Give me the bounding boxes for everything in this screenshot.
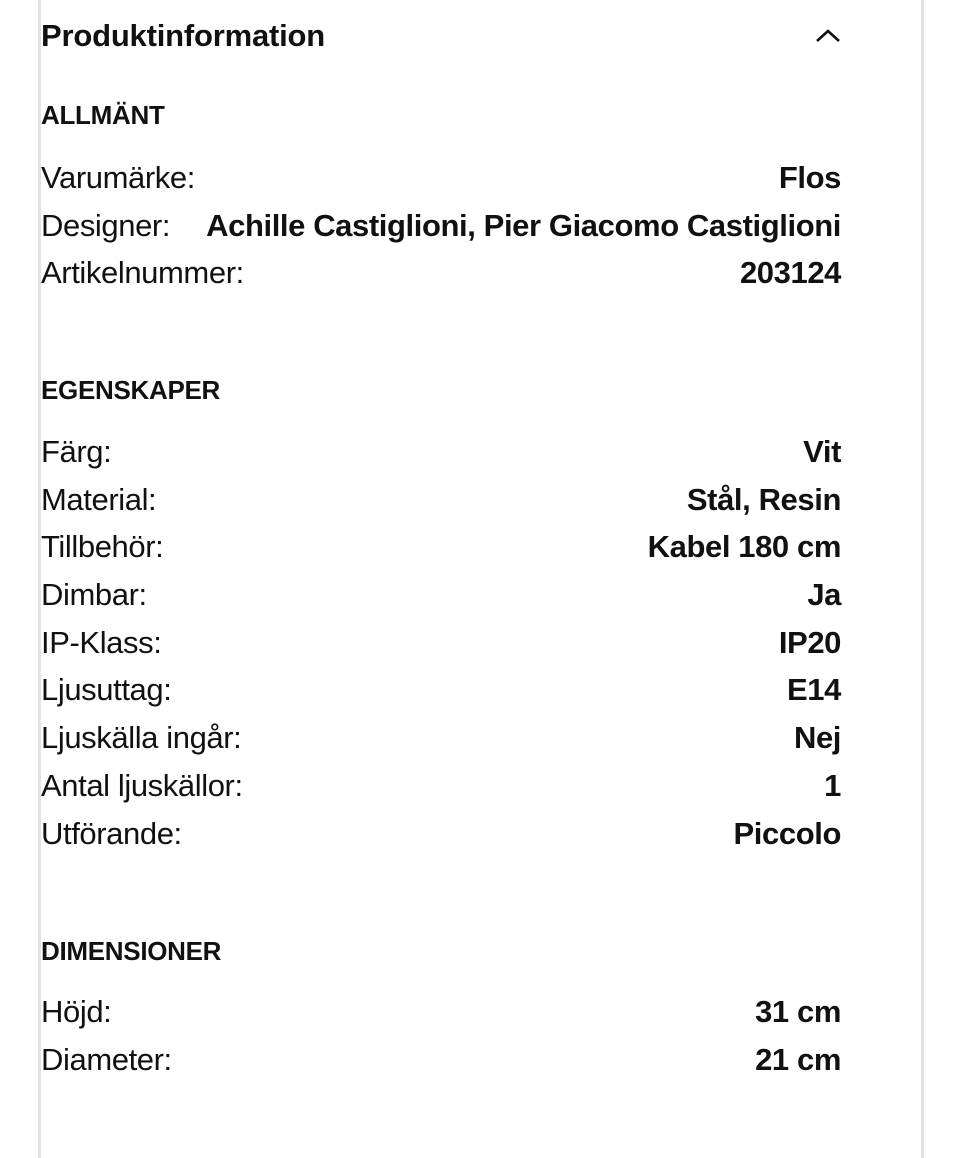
spec-row-material xyxy=(41,476,841,524)
spec-label: Varumärke: xyxy=(41,160,195,195)
spec-row-diameter xyxy=(41,1036,841,1084)
spec-value: 21 cm xyxy=(755,1041,841,1077)
section-allmant xyxy=(41,98,841,297)
spec-label: Tillbehör: xyxy=(41,529,164,565)
spec-row-dimmable xyxy=(41,571,841,619)
spec-value: Flos xyxy=(778,160,841,195)
spec-row-socket xyxy=(41,666,841,714)
section-dimensioner xyxy=(41,934,841,1083)
spec-label: Diameter: xyxy=(41,1041,172,1077)
spec-value: Piccolo xyxy=(733,815,841,851)
spec-row-height xyxy=(41,988,841,1036)
spec-value: IP20 xyxy=(778,624,841,660)
spec-label: Artikelnummer: xyxy=(41,255,244,291)
spec-value: 203124 xyxy=(739,255,841,291)
spec-row-bulb-count xyxy=(41,762,841,810)
spec-value: Achille Castiglioni, Pier Giacomo Castiglioni xyxy=(206,207,841,243)
spec-row-brand xyxy=(41,154,841,202)
spec-value: Stål, Resin xyxy=(686,481,841,517)
panel-title: Produktinformation xyxy=(41,18,325,53)
spec-label: IP-Klass: xyxy=(41,624,162,660)
spec-value: Vit xyxy=(803,434,841,469)
section-title: ALLMÄNT xyxy=(41,100,165,130)
spec-row-color xyxy=(41,428,841,476)
spec-label: Höjd: xyxy=(41,994,112,1029)
chevron-up-icon[interactable] xyxy=(815,23,841,49)
spec-value: Kabel 180 cm xyxy=(647,529,841,565)
spec-row-variant xyxy=(41,810,841,858)
spec-row-designer xyxy=(41,202,841,250)
spec-label: Dimbar: xyxy=(41,577,147,613)
spec-value: 1 xyxy=(824,767,841,803)
section-egenskaper xyxy=(41,373,841,857)
spec-label: Ljusuttag: xyxy=(41,672,172,708)
spec-value: Nej xyxy=(793,720,841,756)
spec-label: Utförande: xyxy=(41,815,182,851)
spec-value: 31 cm xyxy=(755,994,841,1029)
spec-value: Ja xyxy=(807,577,841,613)
spec-label: Ljuskälla ingår: xyxy=(41,720,242,756)
spec-row-bulb-included xyxy=(41,714,841,762)
spec-row-ip-class xyxy=(41,619,841,667)
product-info-header[interactable] xyxy=(41,14,841,58)
spec-label: Material: xyxy=(41,481,157,517)
spec-label: Färg: xyxy=(41,434,112,469)
section-title: DIMENSIONER xyxy=(41,936,222,966)
spec-label: Antal ljuskällor: xyxy=(41,767,243,803)
spec-label: Designer: xyxy=(41,207,171,243)
spec-value: E14 xyxy=(787,672,841,708)
spec-row-article-number xyxy=(41,249,841,297)
section-title: EGENSKAPER xyxy=(41,375,221,405)
spec-row-accessories xyxy=(41,523,841,571)
